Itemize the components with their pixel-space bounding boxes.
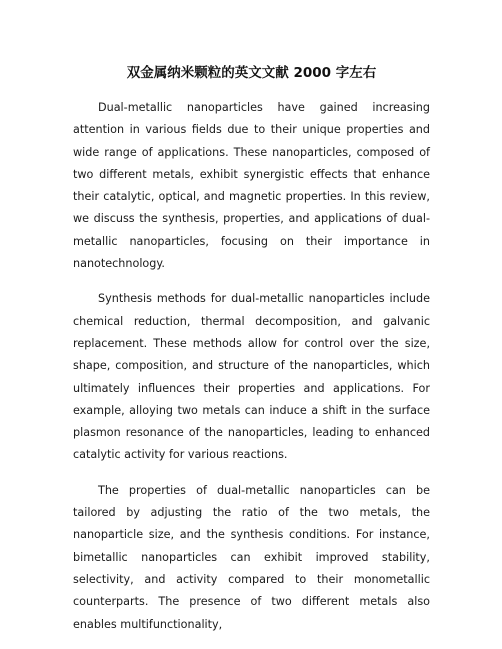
paragraph-intro: Dual-metallic nanoparticles have gained increasing attention in various fields due to their unique properties and wide range of applications. These nanoparticles, composed of two different metals, exhibit synergistic effects that enhance their catalytic, optical, and magnetic properties. In this review, we discuss the synthesis, properties, and applications of dual-metallic nanoparticles, focusing on their importance in nanotechnology. bbox=[73, 101, 430, 271]
document-title: 双金属纳米颗粒的英文文献 2000 字左右 bbox=[126, 65, 377, 81]
paragraph-properties: The properties of dual-metallic nanoparticles can be tailored by adjusting the ratio of the two metals, the nanoparticle size, and the synthesis conditions. For instance, bimetallic nanoparticles can exhibit improved stability, selectivity, and activity compared to their monometallic counterparts. The presence of two different metals also enables multifunctionality, bbox=[73, 483, 430, 631]
paragraph-synthesis: Synthesis methods for dual-metallic nanoparticles include chemical reduction, thermal decomposition, and galvanic replacement. These methods allow for control over the size, shape, composition, and structure of the nanoparticles, which ultimately influences their properties and applications. For example, alloying two metals can induce a shift in the surface plasmon resonance of the nanoparticles, leading to enhanced catalytic activity for various reactions. bbox=[73, 292, 430, 462]
